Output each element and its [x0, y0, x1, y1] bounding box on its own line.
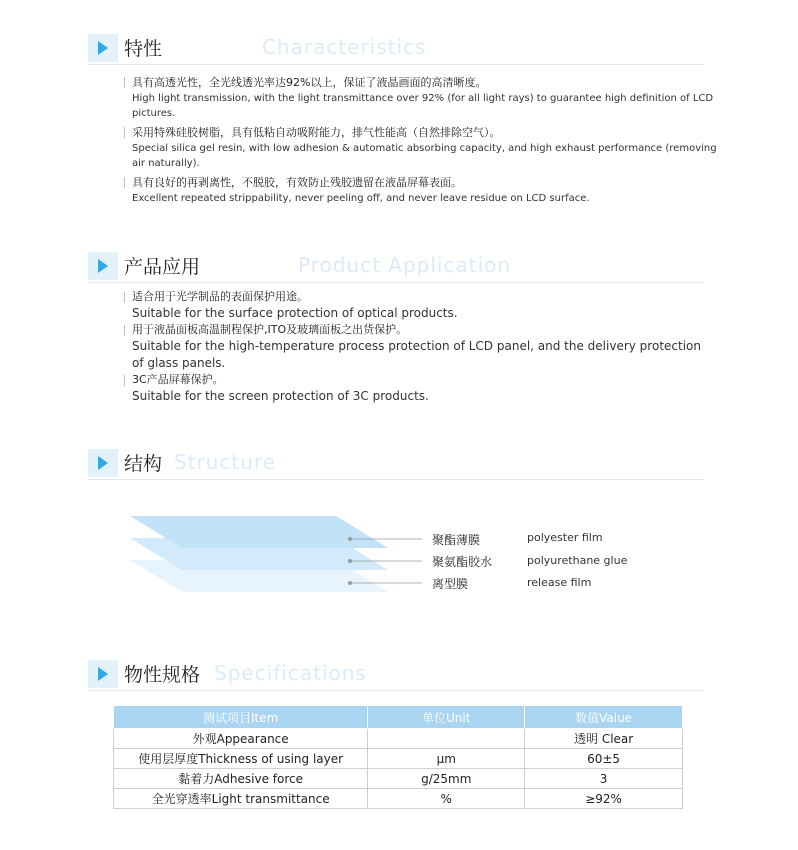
- section-title-en: Structure: [174, 450, 277, 474]
- table-cell: 全光穿透率Light transmittance: [114, 789, 368, 809]
- item-text-zh: 用于液晶面板高温制程保护,ITO及玻璃面板之出货保护。: [132, 323, 408, 336]
- table-row: [114, 729, 683, 749]
- section-divider: [88, 690, 704, 691]
- column-header: 测试项目Item: [114, 706, 368, 729]
- characteristics-list: [122, 74, 722, 206]
- item-text-en: Suitable for the screen protection of 3C products.: [132, 389, 429, 403]
- layer-label-zh: 离型膜: [432, 577, 469, 591]
- table-cell: 黏着力Adhesive force: [114, 769, 368, 789]
- layer-label-zh: 聚氨酯胶水: [432, 555, 493, 569]
- list-item: [122, 74, 722, 121]
- item-text-en: Suitable for the high-temperature process protection of LCD panel, and the delivery protection of glass panels.: [132, 339, 701, 370]
- item-text-en: Excellent repeated strippability, never peeling off, and never leave residue on LCD surface.: [132, 193, 590, 204]
- item-text-en: High light transmission, with the light transmittance over 92% (for all light rays) to guarantee high definition of LCD pictures.: [132, 93, 714, 119]
- list-item: [122, 372, 712, 405]
- table-cell: 使用层厚度Thickness of using layer: [114, 749, 368, 769]
- section-title-en: Specifications: [214, 661, 367, 685]
- table-cell: [368, 729, 525, 749]
- item-text-zh: 适合用于光学制品的表面保护用途。: [132, 290, 308, 303]
- leader-dot: [348, 537, 352, 541]
- item-text-zh: 具有高透光性，全光线透光率达92%以上，保证了液晶画面的高清晰度。: [132, 76, 487, 89]
- section-title-en: Characteristics: [262, 35, 427, 59]
- layer-label-en: release film: [527, 576, 592, 589]
- section-title-zh: 结构: [124, 453, 163, 475]
- table-cell: 外观Appearance: [114, 729, 368, 749]
- play-arrow-icon: [88, 252, 118, 280]
- layer-label-en: polyurethane glue: [527, 554, 628, 567]
- table-cell: 60±5: [525, 749, 683, 769]
- leader-dot: [348, 559, 352, 563]
- list-item: [122, 124, 722, 171]
- section-header-characteristics: [88, 33, 704, 63]
- item-text-en: Suitable for the surface protection of optical products.: [132, 306, 458, 320]
- section-divider: [88, 64, 704, 65]
- table-cell: %: [368, 789, 525, 809]
- table-cell: 3: [525, 769, 683, 789]
- leader-dot: [348, 581, 352, 585]
- section-title-zh: 物性规格: [124, 664, 201, 686]
- section-header-structure: [88, 448, 704, 478]
- layer-label-en: polyester film: [527, 531, 603, 544]
- section-title-zh: 特性: [124, 38, 163, 60]
- layer-label-zh: 聚酯薄膜: [432, 533, 481, 547]
- column-header: 单位Unit: [368, 706, 525, 729]
- item-text-zh: 具有良好的再剥离性，不脱胶，有效防止残胶遗留在液晶屏幕表面。: [132, 176, 462, 189]
- list-item: [122, 322, 712, 372]
- table-cell: g/25mm: [368, 769, 525, 789]
- table-row: [114, 769, 683, 789]
- section-header-application: [88, 251, 704, 281]
- section-header-specifications: [88, 659, 704, 689]
- list-item: [122, 289, 712, 322]
- table-row: [114, 789, 683, 809]
- specifications-table: [113, 705, 683, 809]
- item-text-en: Special silica gel resin, with low adhesion & automatic absorbing capacity, and high exhaust performance (removing air naturally).: [132, 143, 717, 169]
- table-cell: ≥92%: [525, 789, 683, 809]
- column-header: 数值Value: [525, 706, 683, 729]
- table-header-row: [114, 706, 683, 729]
- section-title-en: Product Application: [298, 253, 512, 277]
- application-list: [122, 289, 712, 405]
- layer-structure-diagram: [120, 505, 440, 600]
- section-divider: [88, 282, 704, 283]
- play-arrow-icon: [88, 34, 118, 62]
- list-item: [122, 174, 722, 206]
- section-title-zh: 产品应用: [124, 256, 201, 278]
- table-cell: 透明 Clear: [525, 729, 683, 749]
- table-row: [114, 749, 683, 769]
- table-cell: μm: [368, 749, 525, 769]
- item-text-zh: 3C产品屏幕保护。: [132, 373, 224, 386]
- item-text-zh: 采用特殊硅胶树脂，具有低粘自动吸附能力，排气性能高（自然排除空气）。: [132, 126, 501, 139]
- section-divider: [88, 479, 704, 480]
- play-arrow-icon: [88, 449, 118, 477]
- play-arrow-icon: [88, 660, 118, 688]
